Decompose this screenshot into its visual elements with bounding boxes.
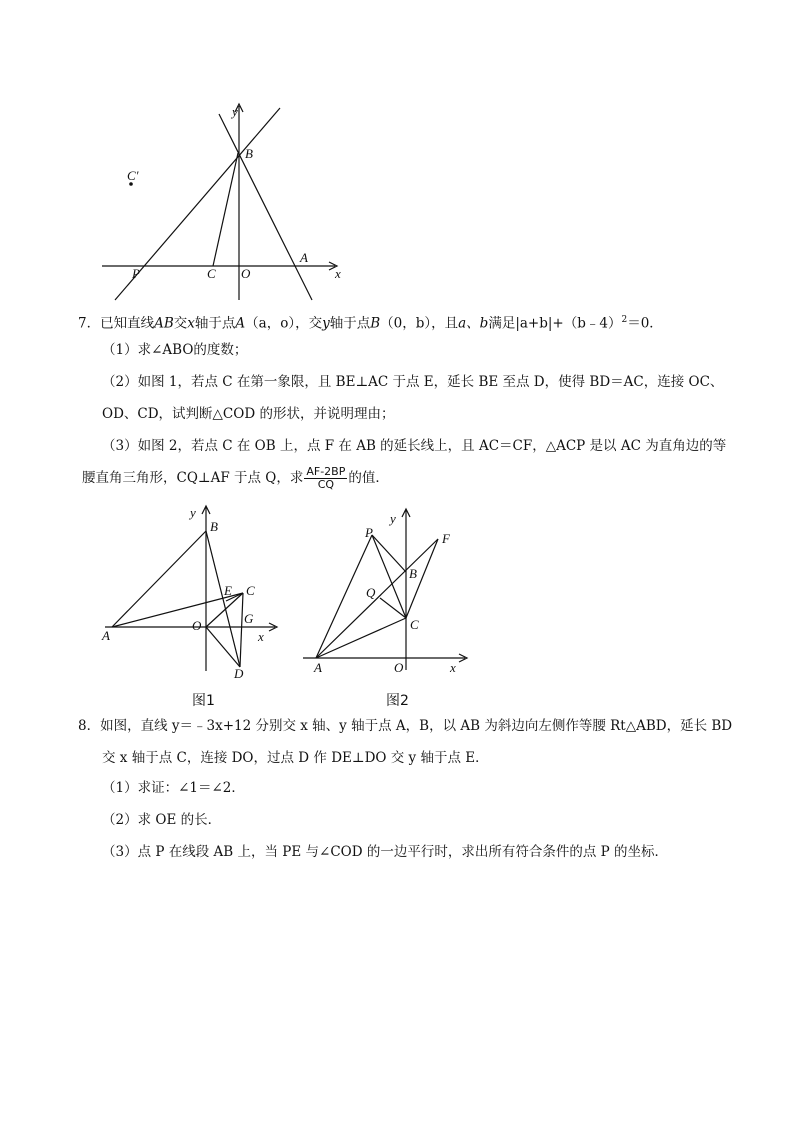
fig1-label-g: G (244, 611, 254, 626)
fig2-label-p: P (365, 525, 373, 540)
fig1-label-a: A (102, 628, 110, 643)
fig1-label-b: B (210, 519, 218, 534)
segment-bc (213, 153, 238, 266)
fig2-label-b: B (409, 566, 417, 581)
q8-line1: 8．如图，直线 y＝﹣3x+12 分别交 x 轴、y 轴于点 A，B，以 AB 为斜边向左侧作等腰 Rt△ABD，延长 BD (78, 718, 733, 734)
label-o: O (241, 266, 251, 281)
figure-1-caption: 图1 (192, 693, 215, 709)
q7-coord-b: （0，b） (380, 315, 432, 332)
q7-number: 7． (78, 315, 101, 332)
q7-stem (78, 310, 663, 334)
q7-ab-vars: a、b (458, 315, 489, 332)
q7-y: y (322, 315, 330, 332)
fig1-label-y: y (190, 505, 196, 520)
q7-fraction-numerator: AF-2BP (306, 465, 346, 478)
q7-part3-pre: 腰直角三角形，CQ⊥AF 于点 Q，求 (82, 470, 304, 486)
q7-stem-d: ，交 (295, 315, 323, 332)
fig2-pb (372, 535, 406, 572)
label-b: B (245, 146, 253, 161)
q7-part2-cont: OD、CD，试判断△COD 的形状，并说明理由； (102, 406, 395, 422)
fig2-label-f: F (442, 531, 450, 546)
label-x: x (335, 266, 341, 281)
q8-part3: （3）点 P 在线段 AB 上，当 PE 与∠COD 的一边平行时，求出所有符合条件的点 P 的坐标． (102, 844, 669, 860)
q8-line2: 交 x 轴于点 C，连接 DO，过点 D 作 DE⊥DO 交 y 轴于点 E． (102, 750, 489, 766)
label-p: P (132, 266, 140, 281)
fig1-ab (112, 531, 206, 627)
fig1-cd (240, 593, 243, 667)
q7-ab: AB (154, 315, 174, 332)
fig2-ac (316, 618, 406, 658)
q7-b: B (370, 315, 381, 332)
q7-a: A (235, 315, 246, 332)
q7-x: x (187, 315, 195, 332)
q8-part1: （1）求证：∠1＝∠2． (102, 780, 245, 796)
q7-part3-post: 的值． (348, 470, 389, 486)
q7-fraction (304, 466, 347, 491)
figure-1 (100, 503, 280, 683)
fig1-label-d: D (234, 666, 244, 681)
fig1-label-x: x (258, 629, 264, 644)
q7-stem-b: 交 (173, 315, 188, 332)
q7-fraction-denominator: CQ (317, 478, 335, 491)
fig2-label-x: x (450, 660, 456, 675)
label-c-prime: C′ (127, 168, 139, 183)
fig2-label-a: A (314, 660, 322, 675)
label-y: y (232, 104, 238, 119)
label-c: C (207, 266, 216, 281)
label-a: A (300, 250, 308, 265)
q7-part2: （2）如图 1，若点 C 在第一象限，且 BE⊥AC 于点 E，延长 BE 至点 D，使得 BD＝AC，连接 OC、 (102, 374, 724, 390)
top-coordinate-figure (95, 100, 355, 305)
fig2-label-y: y (390, 511, 396, 526)
q7-stem-c: 轴于点 (194, 315, 236, 332)
figure-2 (300, 505, 470, 675)
q7-stem-f: ，且 (431, 315, 459, 332)
fig2-ap (316, 535, 372, 658)
q7-stem-e: 轴于点 (329, 315, 371, 332)
line-ba (219, 114, 312, 300)
fig2-af (316, 539, 438, 658)
q7-part1: （1）求∠ABO的度数； (102, 342, 248, 358)
fig1-label-o: O (192, 618, 202, 633)
fig1-label-c: C (246, 583, 255, 598)
fig2-label-o: O (394, 660, 404, 675)
q7-part3-cont (82, 466, 389, 491)
fig2-label-c: C (410, 617, 419, 632)
q7-stem-a: 已知直线 (100, 315, 155, 332)
fig1-label-e: E (224, 583, 232, 598)
q7-stem-g: 满足|a+b|+（b﹣4） (488, 315, 622, 332)
q8-part2: （2）求 OE 的长． (102, 812, 222, 828)
q7-coord-a: （a，o） (245, 315, 296, 332)
q7-stem-h: ＝0． (627, 315, 663, 332)
q7-part3: （3）如图 2，若点 C 在 OB 上，点 F 在 AB 的延长线上，且 AC＝CF，△ACP 是以 AC 为直角边的等 (102, 438, 727, 454)
q7-sup: 2 (621, 315, 628, 325)
fig2-label-q: Q (366, 585, 376, 600)
figure-2-caption: 图2 (386, 693, 409, 709)
